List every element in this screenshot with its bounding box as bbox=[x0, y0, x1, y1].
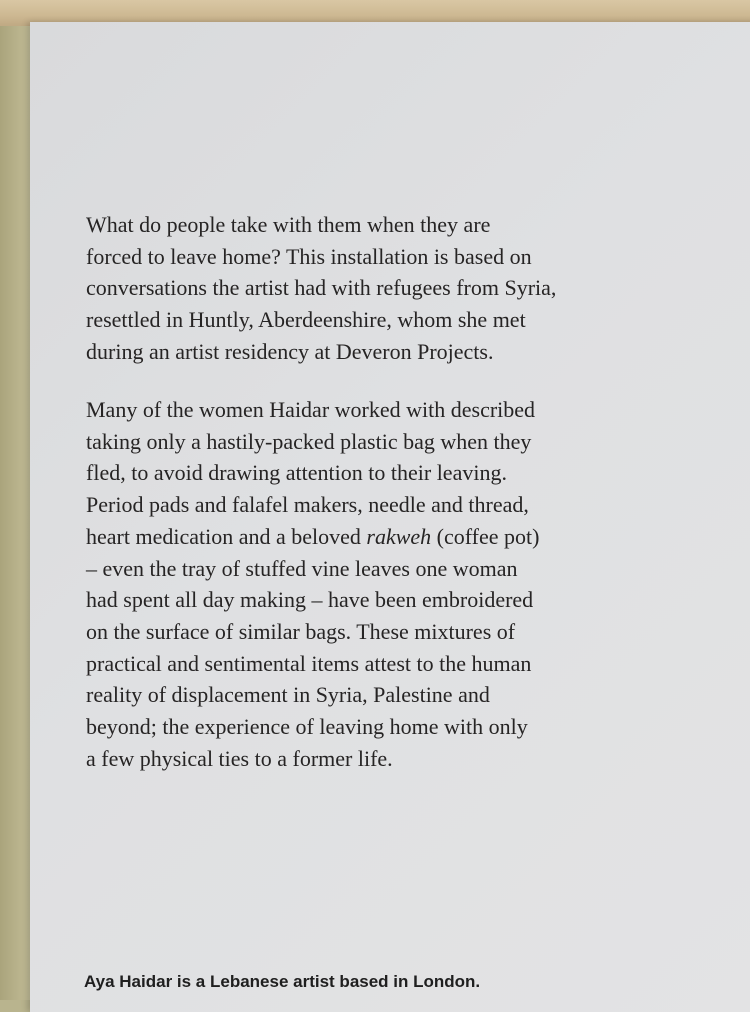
text-line: conversations the artist had with refugees from Syria, bbox=[86, 275, 557, 301]
label-paragraph-2 bbox=[86, 394, 646, 774]
text-line: had spent all day making – have been embroidered bbox=[86, 587, 534, 613]
text-line: resettled in Huntly, Aberdeenshire, whom she met bbox=[86, 307, 526, 333]
text-line: during an artist residency at Deveron Projects. bbox=[86, 338, 494, 364]
artist-credit: Aya Haidar is a Lebanese artist based in London. bbox=[84, 972, 481, 991]
text-segment: (coffee pot) bbox=[431, 523, 540, 549]
text-line: reality of displacement in Syria, Palestine and bbox=[86, 682, 490, 708]
text-line: practical and sentimental items attest to the human bbox=[86, 650, 532, 676]
label-paragraph-1 bbox=[86, 209, 646, 368]
text-line: beyond; the experience of leaving home with only bbox=[86, 714, 528, 740]
text-line: a few physical ties to a former life. bbox=[86, 745, 393, 771]
text-line bbox=[86, 521, 646, 553]
text-line: on the surface of similar bags. These mixtures of bbox=[86, 618, 516, 644]
text-line: taking only a hastily-packed plastic bag when they bbox=[86, 428, 532, 454]
text-line: fled, to avoid drawing attention to their leaving. bbox=[86, 460, 507, 486]
text-line: – even the tray of stuffed vine leaves one woman bbox=[86, 555, 518, 581]
text-line: What do people take with them when they are bbox=[86, 212, 491, 237]
text-line: Many of the women Haidar worked with described bbox=[86, 397, 536, 422]
text-line: Period pads and falafel makers, needle and thread, bbox=[86, 492, 529, 518]
gallery-wall bbox=[0, 26, 34, 1000]
text-line: forced to leave home? This installation is based on bbox=[86, 243, 532, 269]
text-segment: heart medication and a beloved bbox=[86, 523, 367, 549]
rakweh-italic: rakweh bbox=[366, 523, 432, 549]
